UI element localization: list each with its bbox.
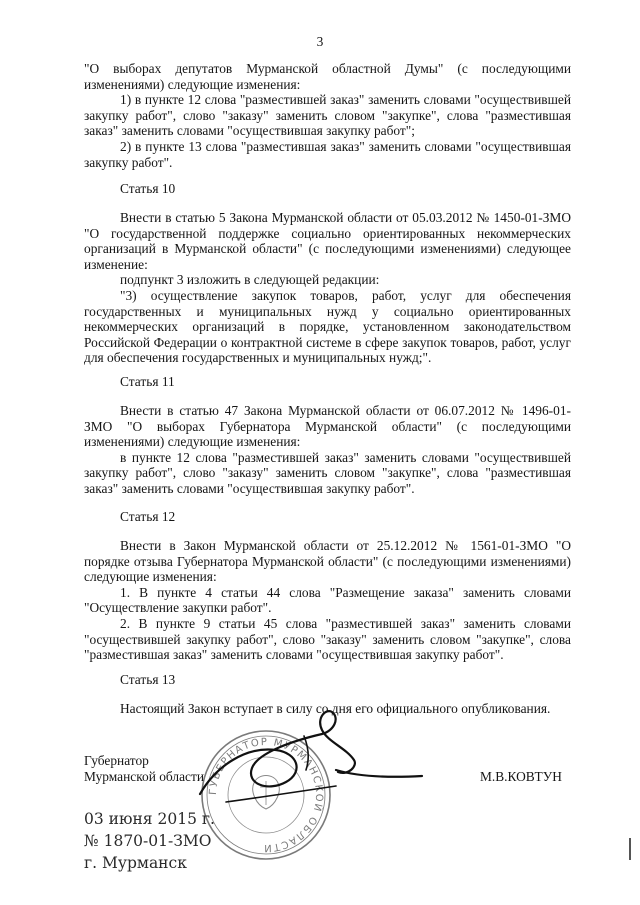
article-12-paragraph-1: Внести в Закон Мурманской области от 25.12.2012 № 1561-01-ЗМО "О порядке отзыва Губернатора Мурманской области" (с последующими изменениями) следующие изменения: [84, 538, 571, 585]
article-10-heading: Статья 10 [120, 181, 176, 196]
footer-city: г. Мурманск [84, 854, 187, 872]
footer-law-number: № 1870-01-ЗМО [84, 832, 212, 850]
article-12-paragraph-3: 2. В пункте 9 статьи 45 слова "разместившей заказ" заменить словами "осуществившей закупку работ", слово "заказу" заменить словом "закупке", слова "разместившая заказ" заменить словами "осуществившая закупку работ". [84, 615, 571, 663]
intro-paragraph-3: 2) в пункте 13 слова "разместившая заказ" заменить словами "осуществившая закупку работ". [84, 138, 571, 170]
signatory-title-line-2: Мурманской области [84, 768, 204, 784]
intro-paragraph-1: "О выборах депутатов Мурманской областной Думы" (с последующими изменениями) следующие изменения: [84, 61, 571, 92]
handwritten-signature [186, 706, 426, 816]
article-10-body [84, 210, 571, 366]
article-13-paragraph-1: Настоящий Закон вступает в силу со дня его официального опубликования. [120, 701, 551, 716]
footer-date: 03 июня 2015 г. [84, 810, 215, 828]
article-12-paragraph-2: 1. В пункте 4 статьи 44 слова "Размещение заказа" заменить словами "Осуществление закупки работ". [84, 584, 571, 616]
intro-paragraph-2: 1) в пункте 12 слова "разместившей заказ" заменить словами "осуществившей закупку работ", слово "заказу" заменить словом "закупке", слова "разместившая заказ" заменить словами "осуществившая закупку работ"; [84, 92, 571, 139]
seal-text: ГУБЕРНАТОР МУРМАНСКОЙ ОБЛАСТИ [207, 736, 325, 854]
scan-edge-mark [629, 838, 631, 860]
article-12-heading: Статья 12 [120, 509, 176, 524]
article-10-paragraph-2: подпункт 3 изложить в следующей редакции: [120, 272, 380, 288]
signatory-title-line-1: Губернатор [84, 753, 149, 768]
article-10-paragraph-3: "3) осуществление закупок товаров, работ, услуг для обеспечения государственных и муниципальных нужд у социально ориентированных некоммерческих организаций в порядке, установленном законодательством Российской Федерации о контрактной системе в сфере закупок товаров, работ, услуг для обеспечения государственных и муниципальных нужд;". [84, 287, 571, 366]
article-11-heading: Статья 11 [120, 374, 175, 389]
article-12-body [84, 538, 571, 663]
article-11-paragraph-1: Внести в статью 47 Закона Мурманской области от 06.07.2012 № 1496-01-ЗМО "О выборах Губернатора Мурманской области" (с последующими изменениями) следующие изменения: [84, 403, 571, 450]
signatory-name: М.В.КОВТУН [480, 769, 562, 784]
page-number: 3 [316, 34, 324, 49]
article-11-body [84, 403, 571, 497]
article-10-paragraph-1: Внести в статью 5 Закона Мурманской области от 05.03.2012 № 1450-01-ЗМО "О государственной поддержке социально ориентированных некоммерческих организаций в Мурманской области" (с последующими изменениями) следующее изменение: [84, 210, 571, 272]
article-11-paragraph-2: в пункте 12 слова "разместившей заказ" заменить словами "осуществившей закупку работ", слово "заказу" заменить словом "закупке", слова "разместившая заказ" заменить словами "осуществившая закупку работ". [84, 449, 571, 496]
signatory-title [84, 753, 204, 784]
intro-block [84, 61, 571, 170]
article-13-heading: Статья 13 [120, 672, 176, 687]
